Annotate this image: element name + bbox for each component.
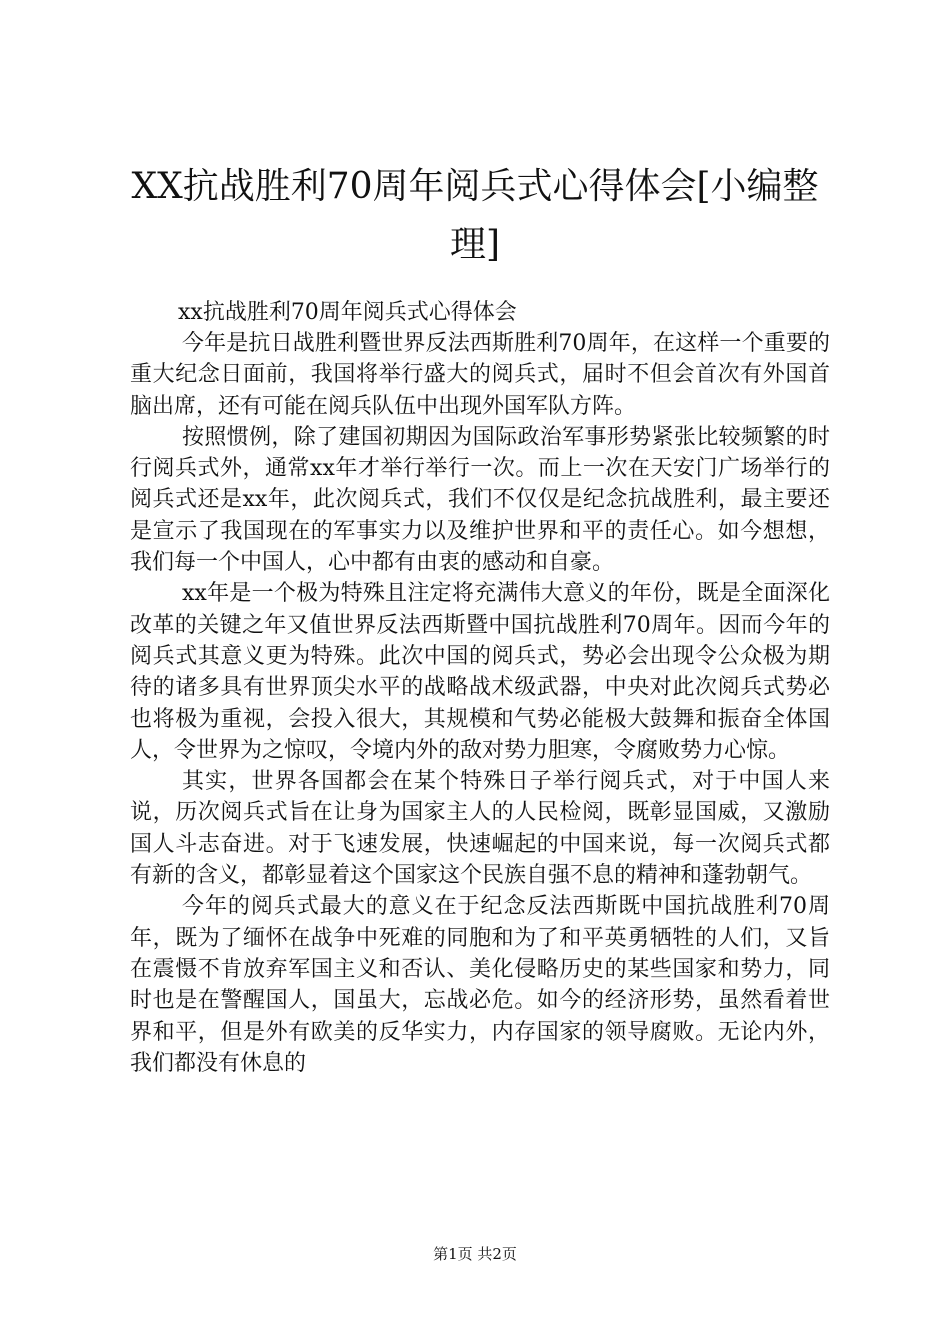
paragraph-5: 今年的阅兵式最大的意义在于纪念反法西斯既中国抗战胜利70周年，既为了缅怀在战争中死难的同胞和为了和平英勇牺牲的人们，又旨在震慑不肯放弃军国主义和否认、美化侵略历史的某些国家和势力，同时也是在警醒国人，国虽大，忘战必危。如今的经济形势，虽然看着世界和平，但是外有欧美的反华实力，内存国家的领导腐败。无论内外，我们都没有休息的 [130,894,830,1076]
paragraph-1: 今年是抗日战胜利暨世界反法西斯胜利70周年，在这样一个重要的重大纪念日面前，我国将举行盛大的阅兵式，届时不但会首次有外国首脑出席，还有可能在阅兵队伍中出现外国军队方阵。 [130,331,830,419]
paragraph-4: 其实，世界各国都会在某个特殊日子举行阅兵式，对于中国人来说，历次阅兵式旨在让身为国家主人的人民检阅，既彰显国威，又激励国人斗志奋进。对于飞速发展，快速崛起的中国来说，每一次阅兵式都有新的含义，都彰显着这个国家这个民族自强不息的精神和蓬勃朝气。 [130,769,830,889]
paragraph-2: 按照惯例，除了建国初期因为国际政治军事形势紧张比较频繁的时行阅兵式外，通常xx年才举行举行一次。而上一次在天安门广场举行的阅兵式还是xx年，此次阅兵式，我们不仅仅是纪念抗战胜利，最主要还是宣示了我国现在的军事实力以及维护世界和平的责任心。如今想想，我们每一个中国人，心中都有由衷的感动和自豪。 [130,424,830,576]
document-body [130,298,830,1079]
paragraph-3: xx年是一个极为特殊且注定将充满伟大意义的年份，既是全面深化改革的关键之年又值世界反法西斯暨中国抗战胜利70周年。因而今年的阅兵式其意义更为特殊。此次中国的阅兵式，势必会出现令公众极为期待的诸多具有世界顶尖水平的战略战术级武器，中央对此次阅兵式势必也将极为重视，会投入很大，其规模和气势必能极大鼓舞和振奋全体国人，令世界为之惊叹，令境内外的敌对势力胆寒，令腐败势力心惊。 [130,581,830,763]
document-subtitle: xx抗战胜利70周年阅兵式心得体会 [178,300,517,325]
page-footer: 第1页 共2页 [433,1245,517,1263]
document-title: XX抗战胜利70周年阅兵式心得体会[小编整理] [131,166,819,265]
